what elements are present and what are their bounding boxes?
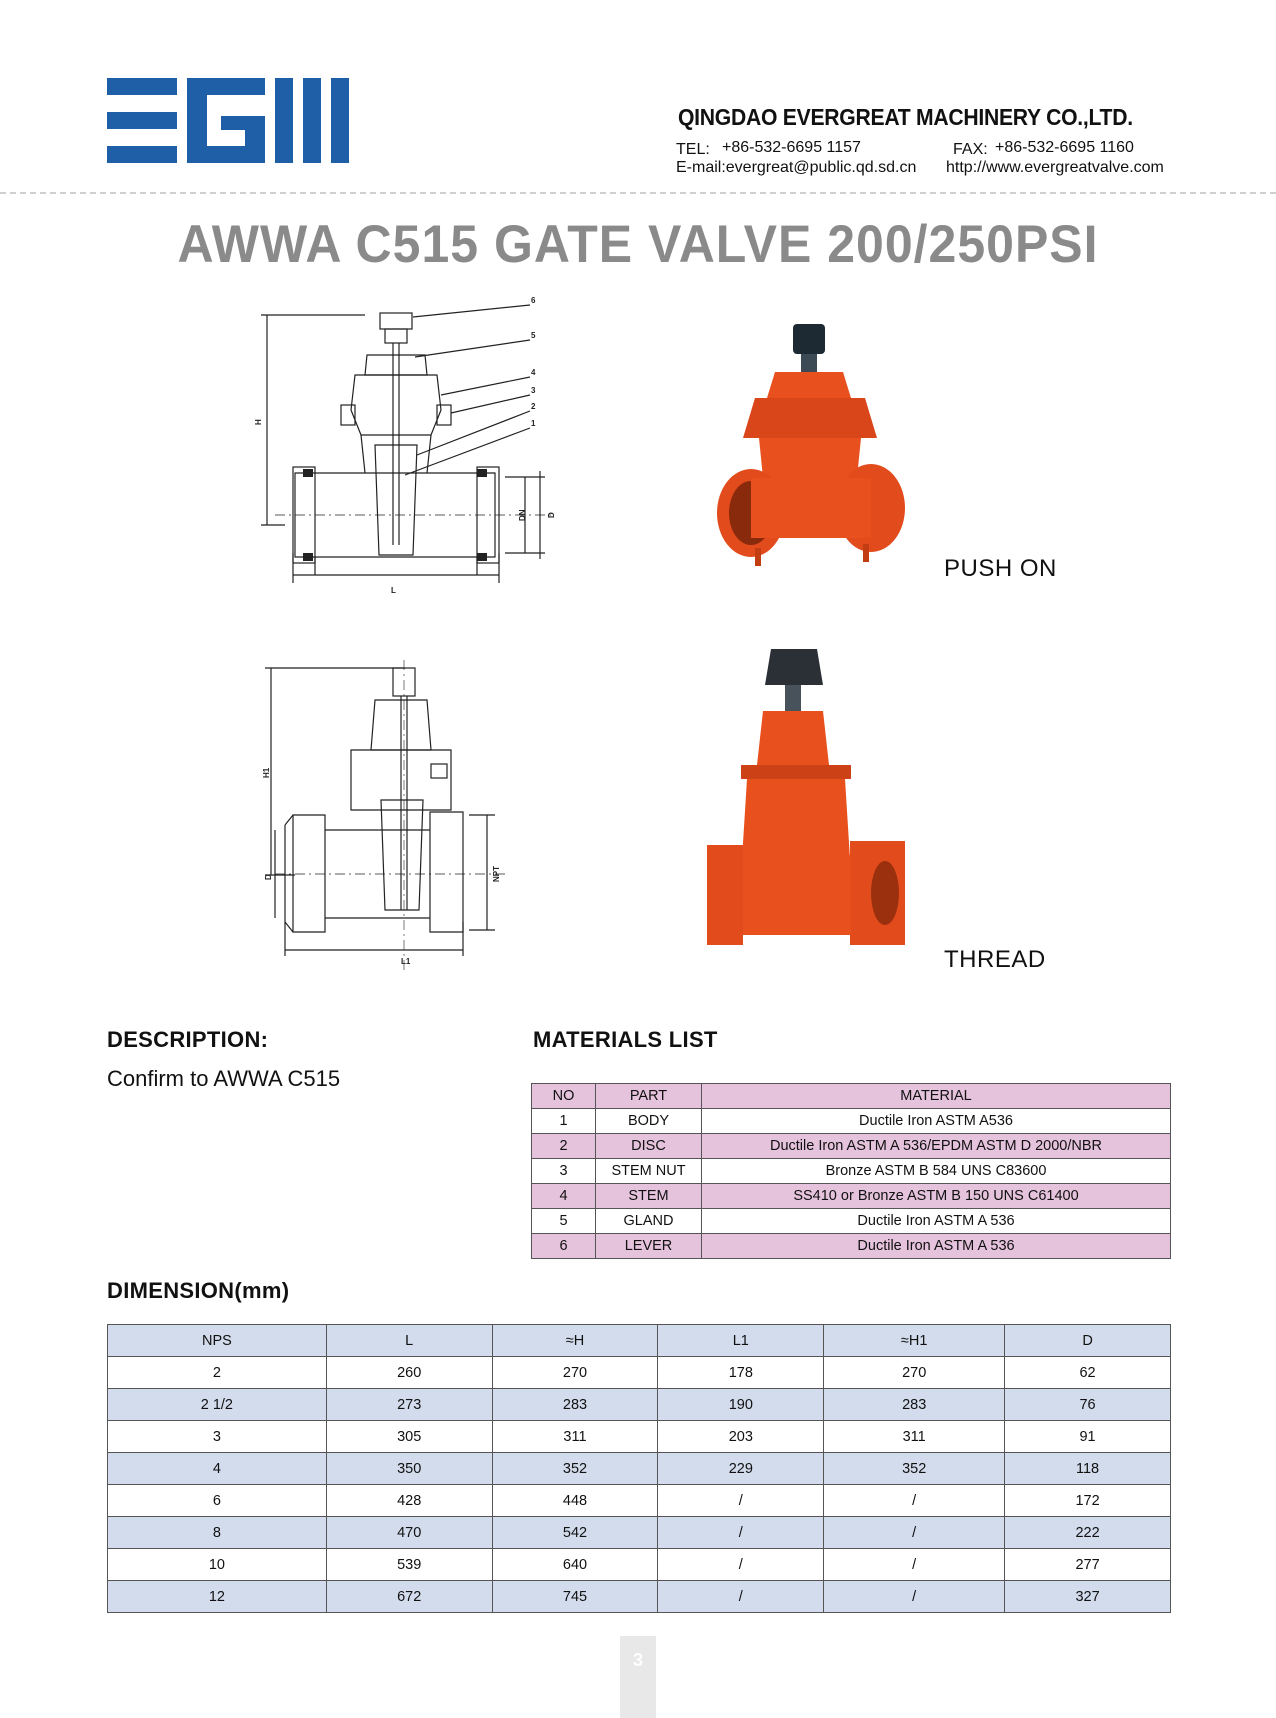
column-header: PART: [596, 1084, 702, 1109]
table-cell: 283: [492, 1389, 658, 1421]
table-row: [532, 1134, 1171, 1159]
page-number: 3: [632, 1650, 643, 1670]
thread-valve-photo: [705, 645, 915, 970]
callout-1: 1: [531, 419, 536, 428]
table-cell: /: [658, 1581, 824, 1613]
table-cell: LEVER: [596, 1234, 702, 1259]
table-row: [108, 1389, 1171, 1421]
table-cell: 2 1/2: [108, 1389, 327, 1421]
table-cell: /: [658, 1549, 824, 1581]
table-cell: 62: [1005, 1357, 1171, 1389]
dim-npt-label: NPT: [492, 866, 501, 882]
table-cell: 745: [492, 1581, 658, 1613]
table-cell: 6: [532, 1234, 596, 1259]
table-cell: 118: [1005, 1453, 1171, 1485]
table-cell: 190: [658, 1389, 824, 1421]
company-logo: [107, 78, 352, 163]
table-row: [108, 1453, 1171, 1485]
table-cell: Bronze ASTM B 584 UNS C83600: [702, 1159, 1171, 1184]
table-cell: /: [658, 1517, 824, 1549]
tel-number: +86-532-6695 1157: [722, 139, 861, 156]
table-cell: Ductile Iron ASTM A 536: [702, 1209, 1171, 1234]
table-cell: 277: [1005, 1549, 1171, 1581]
table-row: [108, 1357, 1171, 1389]
dim-d-label: D: [547, 512, 556, 518]
materials-table: [531, 1083, 1171, 1259]
table-cell: 352: [492, 1453, 658, 1485]
push-on-technical-drawing: [255, 295, 575, 615]
table-cell: 4: [532, 1184, 596, 1209]
table-cell: 4: [108, 1453, 327, 1485]
thread-technical-drawing: [255, 660, 535, 980]
table-cell: GLAND: [596, 1209, 702, 1234]
callout-5: 5: [531, 331, 536, 340]
table-cell: 311: [824, 1421, 1005, 1453]
table-cell: 1: [532, 1109, 596, 1134]
callout-2: 2: [531, 402, 536, 411]
table-row: [108, 1517, 1171, 1549]
dim-h1-label: H1: [262, 767, 271, 778]
table-cell: 470: [326, 1517, 492, 1549]
table-cell: 305: [326, 1421, 492, 1453]
table-cell: 222: [1005, 1517, 1171, 1549]
company-name: QINGDAO EVERGREAT MACHINERY CO.,LTD.: [678, 104, 1133, 130]
table-cell: 350: [326, 1453, 492, 1485]
column-header: L1: [658, 1325, 824, 1357]
table-cell: 3: [532, 1159, 596, 1184]
table-cell: STEM NUT: [596, 1159, 702, 1184]
table-row: [532, 1234, 1171, 1259]
table-cell: 273: [326, 1389, 492, 1421]
website: http://www.evergreatvalve.com: [946, 159, 1164, 176]
table-cell: 542: [492, 1517, 658, 1549]
table-cell: 172: [1005, 1485, 1171, 1517]
table-cell: 448: [492, 1485, 658, 1517]
table-cell: 91: [1005, 1421, 1171, 1453]
table-cell: STEM: [596, 1184, 702, 1209]
materials-header-row: [532, 1084, 1171, 1109]
table-row: [108, 1421, 1171, 1453]
table-cell: 270: [492, 1357, 658, 1389]
column-header: NPS: [108, 1325, 327, 1357]
description-heading: DESCRIPTION:: [107, 1027, 269, 1052]
table-cell: 270: [824, 1357, 1005, 1389]
table-cell: 10: [108, 1549, 327, 1581]
table-cell: Ductile Iron ASTM A 536/EPDM ASTM D 2000/NBR: [702, 1134, 1171, 1159]
table-cell: 76: [1005, 1389, 1171, 1421]
description-text: Confirm to AWWA C515: [107, 1066, 341, 1091]
table-cell: 352: [824, 1453, 1005, 1485]
table-cell: 8: [108, 1517, 327, 1549]
callout-6: 6: [531, 296, 536, 305]
table-row: [532, 1109, 1171, 1134]
table-row: [532, 1159, 1171, 1184]
table-cell: /: [824, 1549, 1005, 1581]
email: E-mail:evergreat@public.qd.sd.cn: [676, 159, 917, 176]
push-on-valve-photo: [715, 318, 925, 603]
dim-dn-label: DN: [518, 509, 527, 521]
table-row: [532, 1209, 1171, 1234]
dimension-header-row: [108, 1325, 1171, 1357]
table-cell: 3: [108, 1421, 327, 1453]
callout-3: 3: [531, 386, 536, 395]
table-cell: 640: [492, 1549, 658, 1581]
table-cell: 2: [108, 1357, 327, 1389]
table-cell: DISC: [596, 1134, 702, 1159]
fax-number: +86-532-6695 1160: [995, 139, 1134, 156]
table-row: [108, 1485, 1171, 1517]
push-on-label: PUSH ON: [944, 555, 1057, 582]
table-cell: 203: [658, 1421, 824, 1453]
column-header: NO: [532, 1084, 596, 1109]
dim-h-label: H: [254, 419, 263, 425]
dim-d-thread-label: D: [264, 874, 273, 880]
table-cell: 6: [108, 1485, 327, 1517]
table-cell: 311: [492, 1421, 658, 1453]
column-header: ≈H: [492, 1325, 658, 1357]
table-cell: 283: [824, 1389, 1005, 1421]
table-cell: 178: [658, 1357, 824, 1389]
table-cell: 672: [326, 1581, 492, 1613]
table-row: [532, 1184, 1171, 1209]
table-cell: 428: [326, 1485, 492, 1517]
table-cell: /: [824, 1485, 1005, 1517]
table-cell: 5: [532, 1209, 596, 1234]
table-cell: 229: [658, 1453, 824, 1485]
table-cell: 12: [108, 1581, 327, 1613]
table-cell: Ductile Iron ASTM A 536: [702, 1234, 1171, 1259]
dim-l-label: L: [391, 586, 396, 595]
column-header: L: [326, 1325, 492, 1357]
table-row: [108, 1581, 1171, 1613]
dimension-heading: DIMENSION(mm): [107, 1278, 290, 1303]
dimension-table: [107, 1324, 1171, 1613]
table-cell: 539: [326, 1549, 492, 1581]
table-cell: /: [824, 1517, 1005, 1549]
column-header: D: [1005, 1325, 1171, 1357]
callout-4: 4: [531, 368, 536, 377]
table-cell: /: [824, 1581, 1005, 1613]
table-cell: 260: [326, 1357, 492, 1389]
materials-heading: MATERIALS LIST: [533, 1027, 718, 1052]
table-cell: 2: [532, 1134, 596, 1159]
table-cell: /: [658, 1485, 824, 1517]
thread-label: THREAD: [944, 946, 1046, 973]
table-cell: BODY: [596, 1109, 702, 1134]
table-cell: Ductile Iron ASTM A536: [702, 1109, 1171, 1134]
table-cell: 327: [1005, 1581, 1171, 1613]
dim-l1-label: L1: [401, 957, 411, 966]
table-row: [108, 1549, 1171, 1581]
fax-label: FAX:: [953, 141, 988, 158]
page-title: AWWA C515 GATE VALVE 200/250PSI: [177, 214, 1099, 274]
column-header: MATERIAL: [702, 1084, 1171, 1109]
tel-label: TEL:: [676, 141, 710, 158]
table-cell: SS410 or Bronze ASTM B 150 UNS C61400: [702, 1184, 1171, 1209]
header-separator: [0, 192, 1276, 194]
column-header: ≈H1: [824, 1325, 1005, 1357]
page-number-tab: [620, 1636, 656, 1718]
